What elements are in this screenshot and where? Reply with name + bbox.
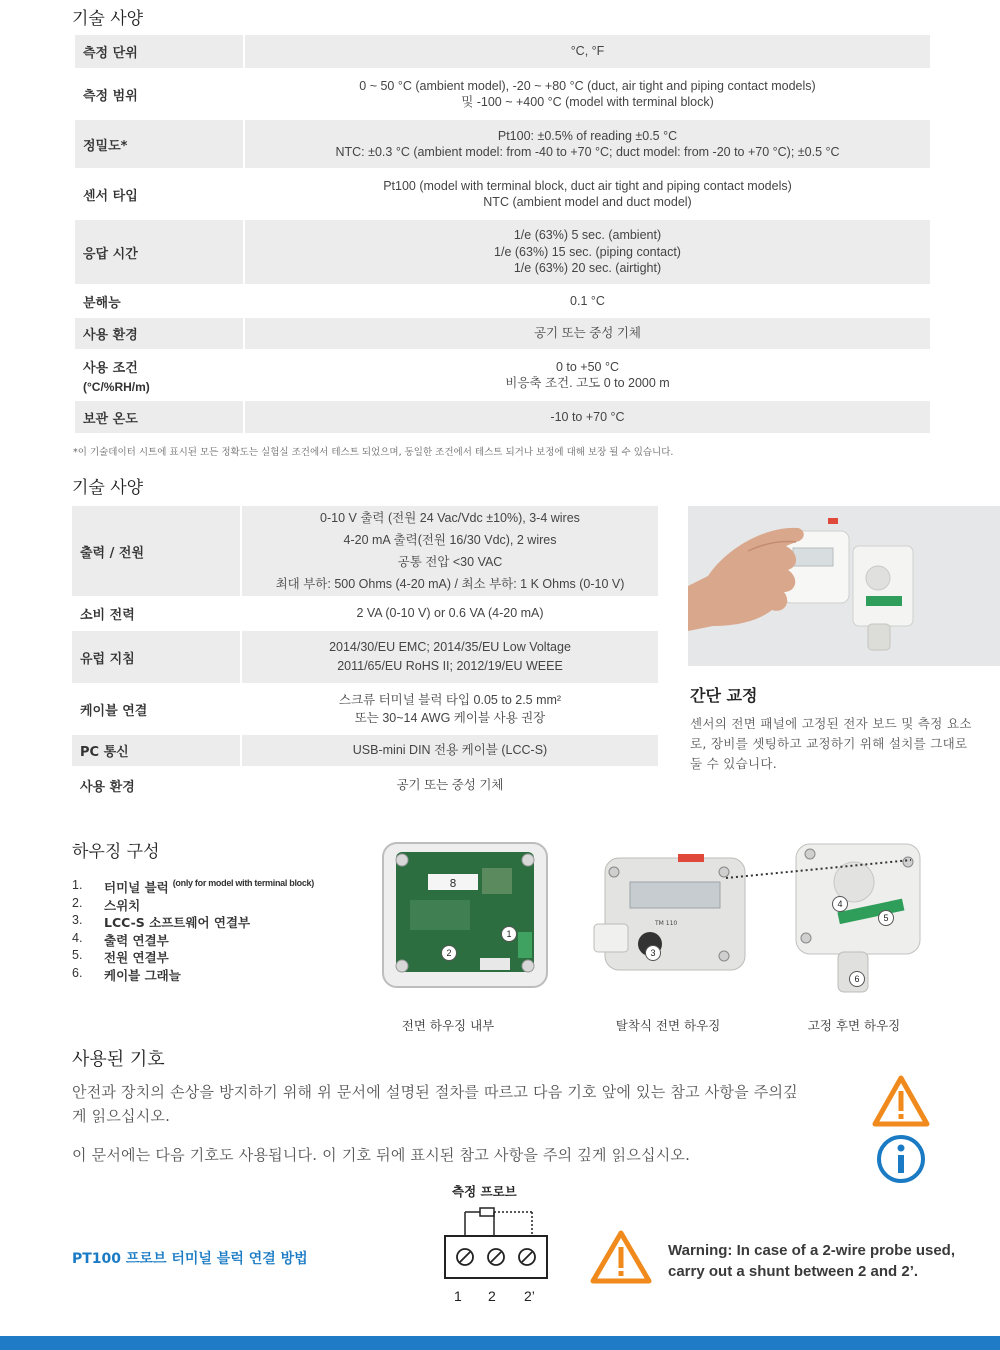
spec2-title: 기술 사양 — [72, 478, 144, 498]
spec-row-label-line: PC 통신 — [80, 745, 129, 760]
spec-row-value-line: 0 to +50 °C — [555, 359, 620, 374]
spec-row — [75, 318, 930, 349]
terminal-label-1: 1 — [454, 1288, 462, 1304]
spec-row — [72, 631, 658, 683]
symbols-text-2: 이 문서에는 다음 기호도 사용됩니다. 이 기호 뒤에 표시된 참고 사항을 주의 깊게 읽으십시오. — [72, 1146, 691, 1164]
spec-row-value — [242, 685, 658, 733]
symbols-text-1: 안전과 장치의 손상을 방지하기 위해 위 문서에 설명된 절차를 따르고 다음 기호 앞에 있는 참고 사항을 주의깊게 읽으십시오. — [72, 1083, 798, 1125]
board-label: 8 — [449, 877, 457, 890]
housing-list-item — [72, 931, 314, 949]
spec-row-value-line: °C, °F — [570, 44, 605, 59]
spec-row-value-line: 0.1 °C — [570, 293, 605, 308]
spec-row-value — [242, 631, 658, 683]
spec-row-label-line: 사용 환경 — [83, 328, 138, 343]
spec-row-value — [242, 735, 658, 766]
spec-row-value-line: 1/e (63%) 20 sec. (airtight) — [513, 261, 662, 276]
spec-row-value-line: 스크류 터미널 블럭 타입 0.05 to 2.5 mm² — [338, 693, 562, 707]
spec-row-label — [72, 735, 242, 766]
spec-row — [75, 120, 930, 168]
housing-list-number: 6. — [72, 965, 83, 980]
spec-row-label-line: 사용 환경 — [80, 779, 135, 795]
spec-row — [75, 351, 930, 399]
spec-row-label-line: 케이블 연결 — [80, 703, 148, 719]
spec-row-value-line: 2 VA (0-10 V) or 0.6 VA (4-20 mA) — [356, 606, 544, 621]
housing-list-number: 2. — [72, 895, 83, 910]
callout-marker: 3 — [645, 945, 661, 961]
spec-row — [72, 685, 658, 733]
spec-row-value-line: -10 to +70 °C — [550, 409, 625, 424]
spec-row-value — [245, 35, 930, 68]
housing-list-text: 출력 연결부 — [104, 932, 169, 948]
spec2-table — [72, 506, 658, 802]
spec-row-label-line: 유럽 지침 — [80, 651, 135, 667]
spec-row-value-line: 1/e (63%) 5 sec. (ambient) — [513, 228, 662, 243]
spec-row-label — [72, 685, 242, 733]
terminal-block-diagram — [440, 1200, 552, 1286]
pt100-warning-icon — [590, 1230, 652, 1284]
info-circle-icon — [876, 1134, 926, 1184]
housing-component-list — [72, 878, 314, 983]
spec-row-label — [75, 170, 245, 218]
spec-row-value — [245, 220, 930, 284]
spec-row — [75, 401, 930, 433]
caption-front-housing-inside: 전면 하우징 내부 — [401, 1018, 495, 1033]
spec-row-value — [245, 170, 930, 218]
housing-list-item — [72, 878, 314, 896]
housing-connector-line — [726, 856, 916, 882]
spec-row-label-line: (°C/%RH/m) — [83, 379, 150, 394]
spec-row-value-line: 공통 전압 <30 VAC — [397, 555, 503, 569]
spec-row — [75, 170, 930, 218]
housing-list-text: 전원 연결부 — [104, 950, 169, 965]
spec-row-label — [75, 286, 245, 316]
housing-list-note: (only for model with terminal block) — [172, 878, 314, 888]
spec-row-value — [242, 506, 658, 596]
warning-triangle-icon — [872, 1075, 930, 1127]
callout-marker: 4 — [832, 896, 848, 912]
caption-removable-front-housing: 탈착식 전면 하우징 — [615, 1018, 721, 1033]
spec-row-value-line: NTC (ambient model and duct model) — [483, 195, 692, 209]
housing-list-text: LCC-S 소프트웨어 연결부 — [104, 915, 251, 930]
spec-row-value — [245, 70, 930, 118]
spec-row-label — [75, 351, 245, 399]
callout-marker: 2 — [441, 945, 457, 961]
housing-list-text: 스위치 — [104, 897, 141, 913]
spec-row-label — [75, 220, 245, 284]
spec-row-label — [72, 631, 242, 683]
housing-list-number: 5. — [72, 948, 83, 962]
terminal-label-2: 2 — [488, 1288, 496, 1304]
spec-row-value-line: 및 -100 ~ +400 °C (model with terminal block) — [461, 95, 714, 109]
calibration-photo — [688, 506, 1000, 666]
pt100-warning-line-1: Warning: In case of a 2-wire probe used, — [668, 1242, 955, 1259]
spec-row-value-line: 2011/65/EU RoHS II; 2012/19/EU WEEE — [337, 659, 563, 673]
spec-row-label — [72, 506, 242, 596]
spec-row-value-line: NTC: ±0.3 °C (ambient model: from -40 to +70 °C; duct model: from -20 to +70 °C); ±0.5 °C — [335, 145, 840, 159]
spec-row-value-line: Pt100: ±0.5% of reading ±0.5 °C — [497, 128, 678, 143]
spec-row-value-line: 1/e (63%) 15 sec. (piping contact) — [494, 244, 681, 259]
housing-list-text: 터미널 블럭 — [104, 880, 169, 895]
spec-row-value — [245, 318, 930, 349]
spec-row — [75, 286, 930, 316]
callout-marker: 1 — [501, 926, 517, 942]
spec-row-value — [242, 598, 658, 629]
caption-fixed-rear-housing: 고정 후면 하우징 — [807, 1018, 901, 1033]
spec-row-value-line: 4-20 mA 출력(전원 16/30 Vdc), 2 wires — [343, 533, 557, 547]
spec-row-label — [75, 401, 245, 433]
callout-marker: 5 — [878, 910, 894, 926]
pt100-warning-line-2: carry out a shunt between 2 and 2’. — [668, 1263, 919, 1280]
spec1-table — [75, 35, 930, 433]
spec-row-label-line: 사용 조건 — [83, 360, 138, 376]
symbols-title: 사용된 기호 — [72, 1049, 165, 1070]
spec-row — [72, 768, 658, 802]
terminal-label-2-prime: 2’ — [524, 1288, 535, 1304]
spec-row-label — [75, 35, 245, 68]
spec-row-label-line: 측정 단위 — [83, 46, 138, 61]
spec-row-label — [72, 598, 242, 629]
spec-row — [75, 220, 930, 284]
spec-row — [75, 70, 930, 118]
spec1-title: 기술 사양 — [72, 9, 144, 29]
housing-list-item — [72, 966, 314, 984]
housing-list-item — [72, 948, 314, 966]
spec-row-value-line: 0-10 V 출력 (전원 24 Vac/Vdc ±10%), 3-4 wires — [320, 511, 580, 525]
housing-list-number: 4. — [72, 930, 83, 945]
spec-row — [72, 598, 658, 629]
spec-row-label-line: 출력 / 전원 — [80, 545, 145, 561]
housing-list-number: 3. — [72, 913, 83, 927]
spec-row-label — [75, 70, 245, 118]
spec-row-value-line: USB-mini DIN 전용 케이블 (LCC-S) — [352, 743, 548, 758]
spec-row-label-line: 소비 전력 — [80, 608, 135, 623]
housing-list-item — [72, 896, 314, 914]
spec-row-value — [245, 351, 930, 399]
housing-list-item — [72, 913, 314, 931]
spec-row-value-line: 공기 또는 중성 기체 — [533, 326, 642, 341]
spec-row-value-line: 최대 부하: 500 Ohms (4-20 mA) / 최소 부하: 1 K Ohms (0-10 V) — [275, 577, 625, 591]
spec-row-value-line: 공기 또는 중성 기체 — [396, 777, 504, 792]
pt100-warning-text — [668, 1240, 955, 1282]
spec-row-value-line: 0 ~ 50 °C (ambient model), -20 ~ +80 °C (duct, air tight and piping contact models) — [359, 78, 816, 93]
spec-row-value — [245, 286, 930, 316]
housing-title: 하우징 구성 — [72, 842, 160, 862]
spec1-footnote: *이 기술데이터 시트에 표시된 모든 정확도는 실험실 조건에서 테스트 되었으며, 동일한 조건에서 테스트 되거나 보정에 대해 보장 될 수 있습니다. — [73, 447, 674, 458]
spec-row-label-line: 응답 시간 — [83, 246, 138, 262]
spec-row-value-line: 비응축 조건. 고도 0 to 2000 m — [505, 376, 670, 390]
spec-row-value-line: Pt100 (model with terminal block, duct air tight and piping contact models) — [383, 178, 792, 193]
spec-row-label-line: 측정 범위 — [83, 88, 138, 104]
front-housing-inside-image — [380, 840, 550, 990]
spec-row-label — [75, 318, 245, 349]
spec-row-value — [242, 768, 658, 802]
device-label: TM 110 — [655, 920, 678, 927]
housing-list-number: 1. — [72, 878, 83, 892]
spec-row-label-line: 보관 온도 — [83, 411, 138, 427]
calibration-title: 간단 교정 — [690, 686, 758, 705]
spec-row-value — [245, 401, 930, 433]
spec-row-label — [72, 768, 242, 802]
pt100-title: PT100 프로브 터미널 블럭 연결 방법 — [72, 1251, 308, 1267]
spec-row-value — [245, 120, 930, 168]
callout-marker: 6 — [849, 971, 865, 987]
bottom-bar — [0, 1336, 1000, 1350]
calibration-text: 센서의 전면 패널에 고정된 전자 보드 및 측정 요소로, 장비를 셋팅하고 교정하기 위해 설치를 그대로 둘 수 있습니다. — [690, 716, 972, 771]
spec-row — [72, 506, 658, 596]
housing-list-text: 케이블 그래늘 — [104, 967, 181, 983]
spec-row — [75, 35, 930, 68]
spec-row-value-line: 2014/30/EU EMC; 2014/35/EU Low Voltage — [329, 640, 571, 654]
spec-row-label-line: 센서 타입 — [83, 188, 138, 204]
spec-row-label — [75, 120, 245, 168]
spec-row-label-line: 정밀도* — [83, 138, 128, 154]
spec-row — [72, 735, 658, 766]
spec-row-value-line: 또는 30~14 AWG 케이블 사용 권장 — [354, 711, 546, 725]
spec-row-label-line: 분해능 — [83, 295, 121, 311]
probe-label: 측정 프로브 — [452, 1184, 517, 1199]
